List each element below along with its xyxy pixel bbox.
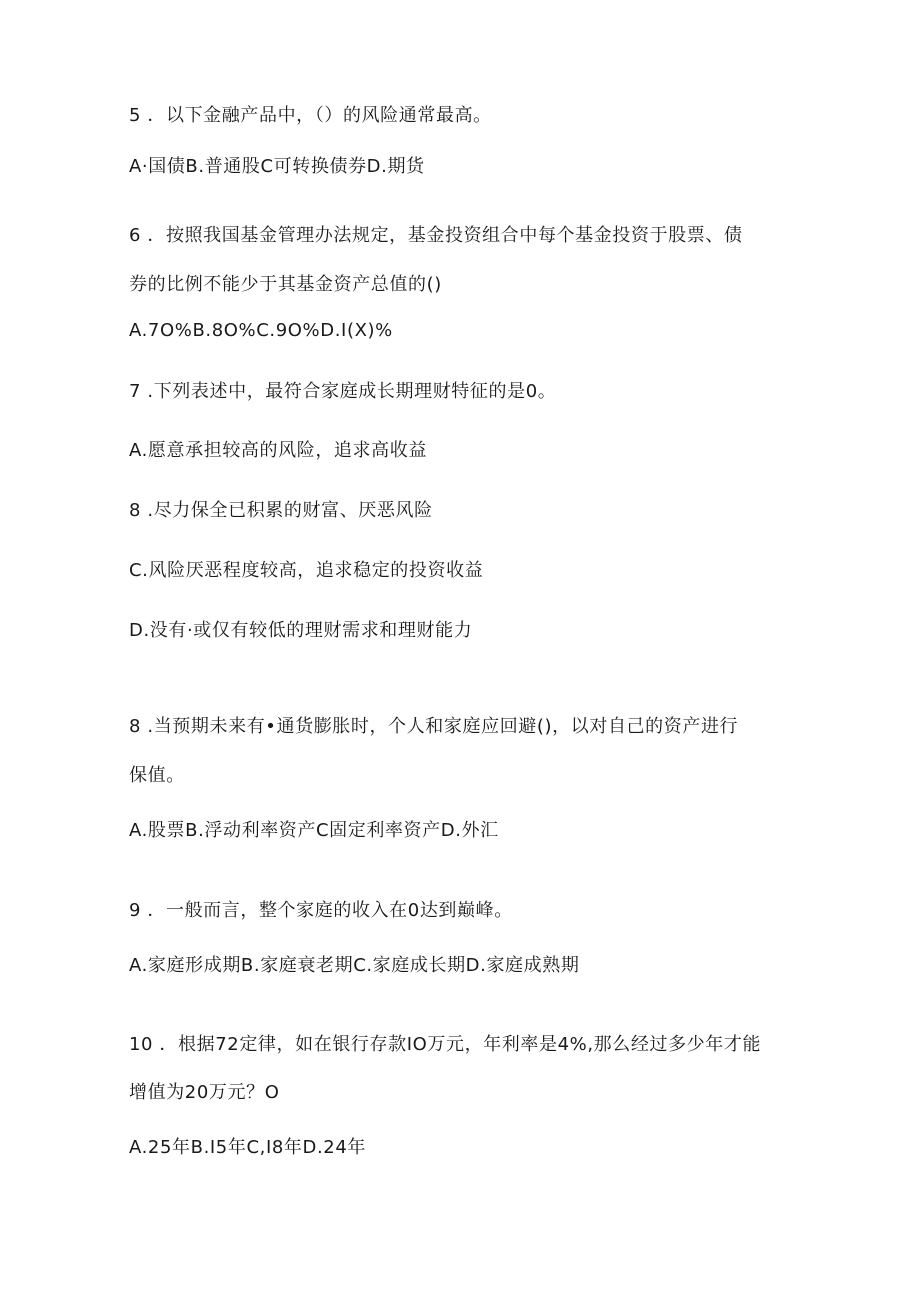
question-6-stem-line-2: 券的比例不能少于其基金资产总值的() [129, 274, 442, 295]
question-10-stem-line-1: 10 ．根据72定律，如在银行存款IO万元，年利率是4%,那么经过多少年才能 [129, 1034, 762, 1055]
question-9-options: A.家庭形成期B.家庭衰老期C.家庭成长期D.家庭成熟期 [129, 955, 580, 976]
question-7-option-c: C.风险厌恶程度较高，追求稳定的投资收益 [129, 560, 484, 581]
question-5-options: A·国债B.普通股C可转换债券D.期货 [129, 156, 425, 177]
question-7-stem: 7 .下列表述中，最符合家庭成长期理财特征的是0。 [129, 381, 557, 402]
question-8-options: A.股票B.浮动利率资产C固定利率资产D.外汇 [129, 820, 499, 841]
question-9-stem: 9 ．一般而言，整个家庭的收入在0达到巅峰。 [129, 900, 513, 921]
question-7-option-b: 8 .尽力保全已积累的财富、厌恶风险 [129, 500, 433, 521]
question-10-options: A.25年B.I5年C,I8年D.24年 [129, 1137, 366, 1158]
question-6-options: A.7O%B.8O%C.9O%D.I(X)% [129, 320, 393, 341]
question-8-stem-line-2: 保值。 [129, 765, 185, 786]
question-7-option-a: A.愿意承担较高的风险，追求高收益 [129, 440, 427, 461]
question-6-stem-line-1: 6 ．按照我国基金管理办法规定，基金投资组合中每个基金投资于股票、债 [129, 225, 743, 246]
question-7-option-d: D.没有·或仅有较低的理财需求和理财能力 [129, 620, 473, 641]
question-8-stem-line-1: 8 .当预期未来有•通货膨胀时，个人和家庭应回避()，以对自己的资产进行 [129, 716, 739, 737]
question-10-stem-line-2: 增值为20万元？O [129, 1082, 280, 1103]
question-5-stem: 5 ．以下金融产品中，（）的风险通常最高。 [129, 105, 492, 126]
